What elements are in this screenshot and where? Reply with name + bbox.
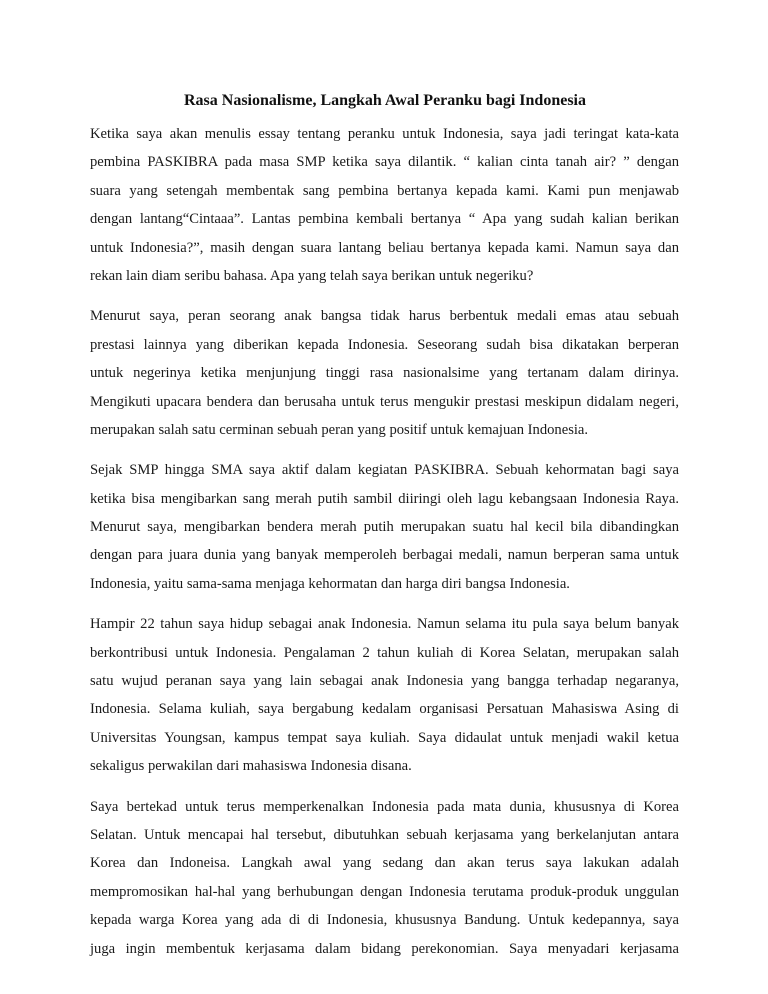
text-line: mempromosikan hal-hal yang berhubungan dengan Indonesia terutama produk-produk unggulan xyxy=(90,883,679,900)
text-line: Menurut saya, peran seorang anak bangsa tidak harus berbentuk medali emas atau sebuah xyxy=(90,308,679,325)
text-line: pembina PASKIBRA pada masa SMP ketika saya dilantik. “ kalian cinta tanah air? ” dengan xyxy=(90,154,679,171)
text-line: dengan lantang“Cintaaa”. Lantas pembina kembali bertanya “ Apa yang sudah kalian berikan xyxy=(90,211,679,228)
text-line: Selatan. Untuk mencapai hal tersebut, dibutuhkan sebuah kerjasama yang berkelanjutan antara xyxy=(90,826,679,843)
text-line: dengan para juara dunia yang banyak memperoleh berbagai medali, namun berperan sama untuk xyxy=(90,547,679,564)
text-line: Korea dan Indoneisa. Langkah awal yang sedang dan akan terus saya lakukan adalah xyxy=(90,855,679,872)
text-line: ketika bisa mengibarkan sang merah putih sambil diiringi oleh lagu kebangsaan Indonesia Raya. xyxy=(90,490,679,507)
text-line: Universitas Youngsan, kampus tempat saya kuliah. Saya didaulat untuk menjadi wakil ketua xyxy=(90,729,679,746)
paragraph-2 xyxy=(90,302,679,444)
text-line: berkontribusi untuk Indonesia. Pengalaman 2 tahun kuliah di Korea Selatan, merupakan salah xyxy=(90,644,679,661)
paragraph-1 xyxy=(90,120,679,290)
text-line: Indonesia, yaitu sama-sama menjaga kehormatan dan harga diri bangsa Indonesia. xyxy=(90,575,570,592)
text-line: kepada warga Korea yang ada di di Indonesia, khususnya Bandung. Untuk kedepannya, saya xyxy=(90,912,679,929)
essay-title: Rasa Nasionalisme, Langkah Awal Peranku bagi Indonesia xyxy=(183,92,586,109)
essay-body xyxy=(90,120,679,975)
text-line: Menurut saya, mengibarkan bendera merah putih merupakan suatu hal kecil bila dibandingkan xyxy=(90,519,679,536)
text-line: Ketika saya akan menulis essay tentang peranku untuk Indonesia, saya jadi teringat kata-kata xyxy=(90,126,679,142)
text-line: rekan lain diam seribu bahasa. Apa yang telah saya berikan untuk negeriku? xyxy=(90,267,534,284)
text-line: untuk negerinya ketika menjunjung tinggi rasa nasionalsime yang tertanam dalam dirinya. xyxy=(90,365,679,382)
text-line: juga ingin membentuk kerjasama dalam bidang perekonomian. Saya menyadari kerjasama xyxy=(90,940,679,957)
paragraph-3 xyxy=(90,456,679,598)
paragraph-4 xyxy=(90,610,679,780)
text-line: untuk Indonesia?”, masih dengan suara lantang beliau bertanya kepada kami. Namun saya dan xyxy=(90,239,679,256)
text-line: Mengikuti upacara bendera dan berusaha untuk terus mengukir prestasi meskipun didalam negeri, xyxy=(90,393,679,410)
text-line: Sejak SMP hingga SMA saya aktif dalam kegiatan PASKIBRA. Sebuah kehormatan bagi saya xyxy=(90,462,679,479)
text-line: Indonesia. Selama kuliah, saya bergabung kedalam organisasi Persatuan Mahasiswa Asing di xyxy=(90,701,679,718)
text-line: Hampir 22 tahun saya hidup sebagai anak Indonesia. Namun selama itu pula saya belum banyak xyxy=(90,616,679,633)
paragraph-5 xyxy=(90,793,679,963)
text-line: merupakan salah satu cerminan sebuah peran yang positif untuk kemajuan Indonesia. xyxy=(90,421,589,438)
text-line: prestasi lainnya yang diberikan kepada Indonesia. Seseorang sudah bisa dikatakan berperan xyxy=(90,336,679,353)
text-line: suara yang setengah membentak sang pembina bertanya kepada kami. Kami pun menjawab xyxy=(90,182,679,199)
text-line: satu wujud peranan saya yang lain sebagai anak Indonesia yang bangga terhadap negaranya, xyxy=(90,673,679,690)
text-line: sekaligus perwakilan dari mahasiswa Indonesia disana. xyxy=(90,758,412,775)
text-line: Saya bertekad untuk terus memperkenalkan Indonesia pada mata dunia, khususnya di Korea xyxy=(90,798,679,815)
